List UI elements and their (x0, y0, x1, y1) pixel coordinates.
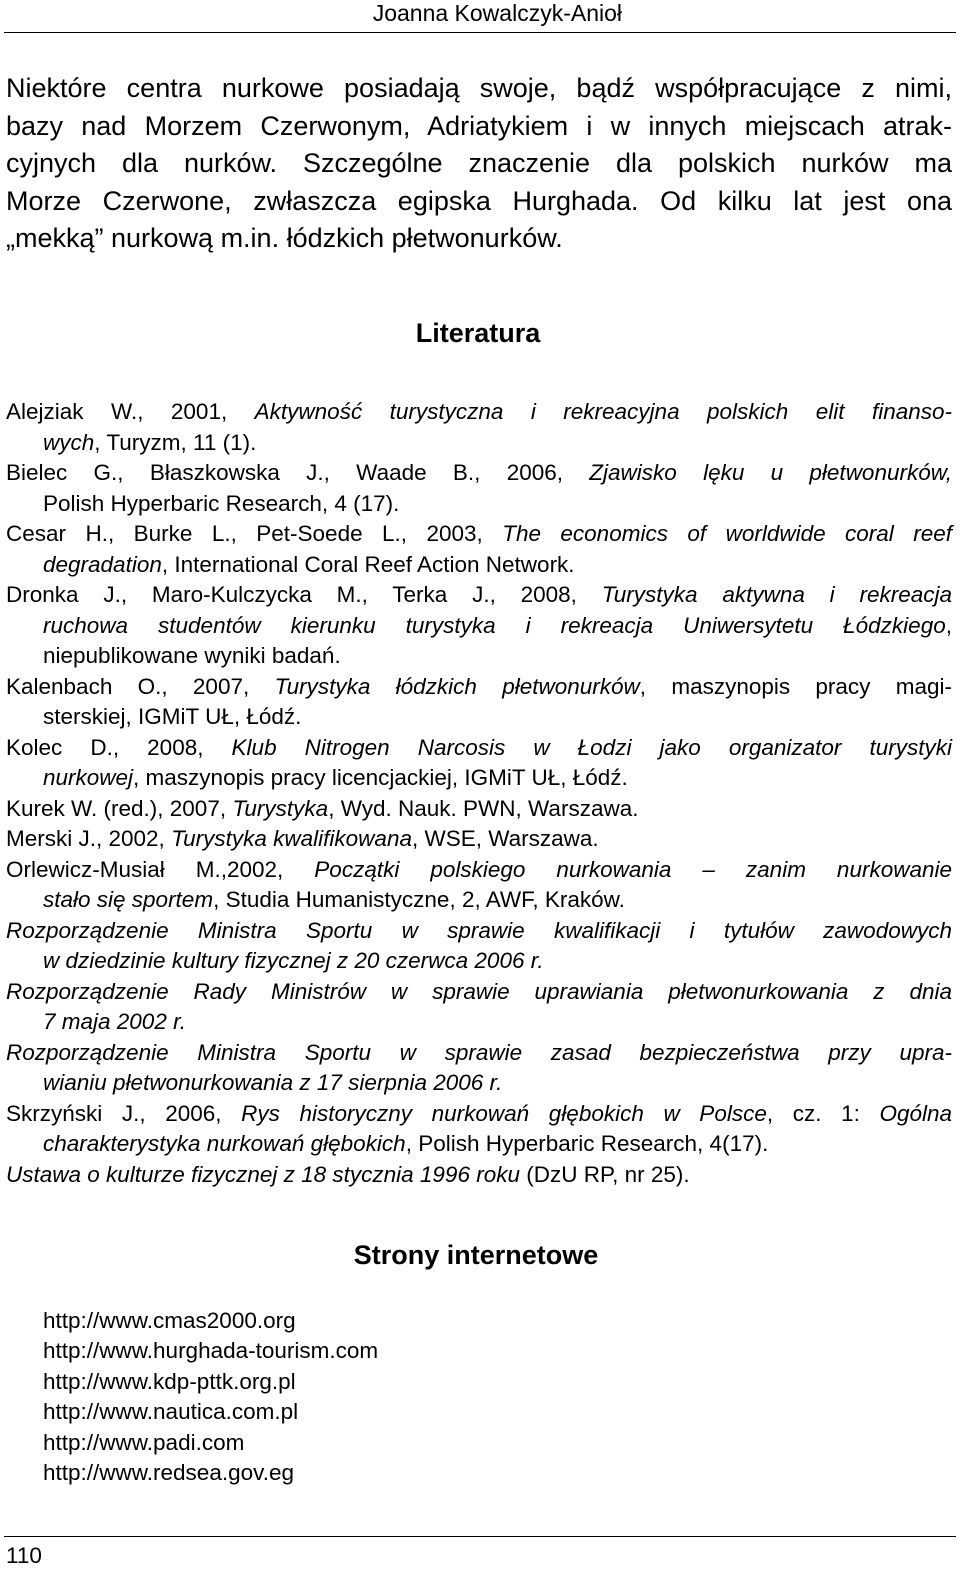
running-header-author: Joanna Kowalczyk-Anioł (372, 0, 622, 26)
reference-title-text: Rys historyczny nurkowań głębokich w Polsce (241, 1100, 767, 1126)
reference-line (6, 1007, 952, 1038)
website-list (43, 1306, 378, 1488)
reference-line (6, 641, 952, 672)
reference-text: Cesar H., Burke L., Pet-Soede L., 2003, (6, 521, 503, 546)
reference-entry (6, 916, 952, 977)
reference-title-text: Rozporządzenie Ministra Sportu w sprawie zasad bezpieczeństwa przy upra- (6, 1039, 952, 1065)
reference-title-text: Ogólna (879, 1100, 952, 1126)
reference-title-text: Ustawa o kulturze fizycznej z 18 stycznia 1996 roku (6, 1161, 520, 1187)
intro-line: cyjnych dla nurków. Szczególne znaczenie dla polskich nurków ma (6, 148, 952, 178)
reference-entry (6, 977, 952, 1038)
reference-line (6, 611, 952, 642)
website-url: http://www.redsea.gov.eg (43, 1460, 294, 1486)
intro-line: Niektóre centra nurkowe posiadają swoje, bądź współpracujące z nimi, (6, 73, 952, 103)
reference-text: Polish Hyperbaric Research, 4 (17). (43, 490, 400, 516)
reference-title-text: Turystyka aktywna i rekreacja (601, 582, 952, 607)
reference-line (6, 763, 952, 794)
reference-line (6, 702, 952, 733)
reference-title-text: wych (43, 429, 95, 455)
reference-line (6, 855, 952, 886)
reference-text: (DzU RP, nr 25). (519, 1161, 690, 1187)
reference-line (6, 824, 952, 855)
reference-title-text: Turystyka (232, 795, 329, 821)
website-url: http://www.padi.com (43, 1429, 245, 1455)
intro-line: „mekką” nurkową m.in. łódzkich płetwonurków. (6, 223, 563, 253)
reference-entry (6, 458, 952, 519)
reference-text: Orlewicz-Musiał M.,2002, (6, 856, 315, 882)
reference-title-text: Turystyka łódzkich płetwonurków (274, 673, 640, 699)
reference-line (6, 1068, 952, 1099)
intro-line: bazy nad Morzem Czerwonym, Adriatykiem i w innych miejscach atrak- (6, 110, 952, 141)
reference-text: Skrzyński J., 2006, (6, 1100, 242, 1126)
reference-title-text: The economics of worldwide coral reef (502, 521, 952, 546)
intro-line: Morze Czerwone, zwłaszcza egipska Hurghada. Od kilku lat jest ona (6, 185, 952, 216)
reference-line (6, 458, 952, 489)
reference-text: niepublikowane wyniki badań. (43, 643, 341, 668)
reference-line (6, 580, 952, 611)
reference-line (6, 550, 952, 581)
reference-title-text: degradation (43, 551, 162, 577)
reference-text: Kalenbach O., 2007, (6, 673, 275, 699)
reference-title-text: Zjawisko lęku u płetwonurków, (589, 460, 952, 485)
website-url: http://www.kdp-pttk.org.pl (43, 1368, 296, 1394)
reference-entry (6, 733, 952, 794)
reference-line (6, 946, 952, 977)
reference-line (6, 1099, 952, 1130)
intro-paragraph (6, 70, 952, 258)
page-number: 110 (6, 1543, 42, 1568)
reference-line (6, 672, 952, 703)
reference-title-text: Klub Nitrogen Narcosis w Łodzi jako organizator turystyki (231, 734, 952, 760)
reference-title-text: Początki polskiego nurkowania – zanim nurkowanie (314, 856, 952, 882)
reference-text: Dronka J., Maro-Kulczycka M., Terka J., 2008, (6, 582, 602, 607)
reference-text: , (945, 612, 952, 638)
reference-line (6, 977, 952, 1008)
reference-title-text: Rozporządzenie Rady Ministrów w sprawie uprawiania płetwonurkowania z dnia (6, 978, 952, 1004)
reference-text: , cz. 1: (766, 1100, 880, 1126)
reference-line (6, 1129, 952, 1160)
website-url: http://www.hurghada-tourism.com (43, 1338, 379, 1364)
reference-text: Kolec D., 2008, (6, 734, 232, 760)
reference-entry (6, 855, 952, 916)
reference-text: , WSE, Warszawa. (411, 826, 599, 851)
reference-line (6, 519, 952, 550)
reference-text: Merski J., 2002, (6, 826, 172, 851)
footer-rule (4, 1536, 956, 1537)
reference-entry (6, 1099, 952, 1160)
reference-title-text: Aktywność turystyczna i rekreacyjna polskich elit finanso- (254, 399, 952, 424)
reference-list (6, 397, 952, 1190)
reference-line (6, 794, 952, 825)
reference-line (6, 733, 952, 764)
reference-text: sterskiej, IGMiT UŁ, Łódź. (43, 704, 302, 729)
reference-text: , Wyd. Nauk. PWN, Warszawa. (328, 795, 639, 821)
reference-title-text: wianiu płetwonurkowania z 17 sierpnia 2006 r. (43, 1070, 503, 1095)
reference-title-text: Turystyka kwalifikowana (171, 826, 412, 851)
reference-title-text: w dziedzinie kultury fizycznej z 20 czerwca 2006 r. (43, 948, 544, 973)
website-url: http://www.nautica.com.pl (43, 1399, 299, 1425)
reference-line (6, 885, 952, 916)
reference-title-text: Rozporządzenie Ministra Sportu w sprawie kwalifikacji i tytułów zawodowych (6, 917, 952, 943)
reference-entry (6, 1160, 952, 1191)
websites-heading: Strony internetowe (353, 1240, 599, 1270)
reference-title-text: 7 maja 2002 r. (43, 1009, 186, 1034)
reference-entry (6, 824, 952, 855)
reference-text: , Studia Humanistyczne, 2, AWF, Kraków. (213, 887, 625, 912)
reference-text: , maszynopis pracy magi- (639, 673, 952, 699)
reference-line (6, 428, 952, 459)
reference-text: Alejziak W., 2001, (6, 399, 255, 424)
reference-entry (6, 672, 952, 733)
reference-line (6, 1038, 952, 1069)
reference-line (6, 397, 952, 428)
reference-line (6, 1160, 952, 1191)
reference-text: Bielec G., Błaszkowska J., Waade B., 2006, (6, 460, 590, 485)
reference-title-text: charakterystyka nurkowań głębokich (43, 1131, 406, 1156)
reference-title-text: stało się sportem (43, 887, 214, 912)
reference-line (6, 916, 952, 947)
reference-text: , International Coral Reef Action Network. (161, 551, 575, 577)
reference-text: Kurek W. (red.), 2007, (6, 795, 233, 821)
reference-entry (6, 580, 952, 672)
literature-heading: Literatura (415, 318, 541, 348)
reference-entry (6, 1038, 952, 1099)
reference-title-text: ruchowa studentów kierunku turystyka i rekreacja Uniwersytetu Łódzkiego (43, 612, 946, 638)
reference-entry (6, 794, 952, 825)
reference-text: , Turyzm, 11 (1). (94, 429, 257, 455)
reference-title-text: nurkowej (43, 765, 134, 790)
header-rule (4, 32, 956, 33)
reference-text: , maszynopis pracy licencjackiej, IGMiT UŁ, Łódź. (133, 765, 628, 790)
reference-entry (6, 519, 952, 580)
website-url: http://www.cmas2000.org (43, 1308, 296, 1333)
reference-text: , Polish Hyperbaric Research, 4(17). (405, 1131, 769, 1156)
reference-line (6, 489, 952, 520)
reference-entry (6, 397, 952, 458)
